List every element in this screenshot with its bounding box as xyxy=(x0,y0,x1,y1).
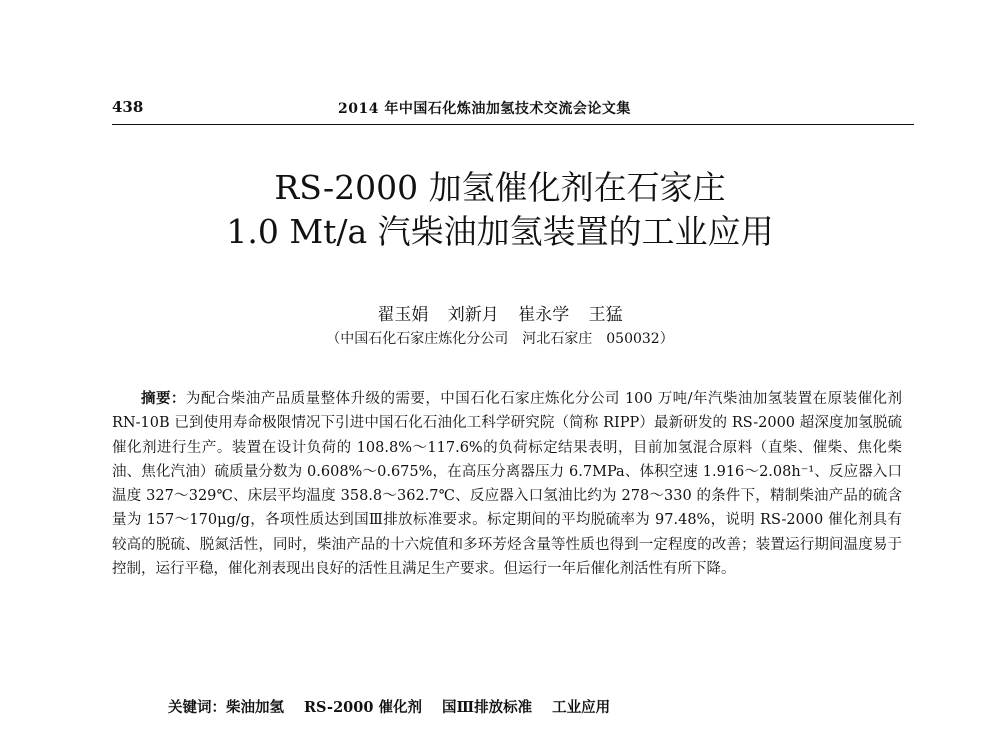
abstract-label: 摘要： xyxy=(141,390,186,407)
author-name: 刘新月 xyxy=(447,305,499,325)
keyword: RS-2000 催化剂 xyxy=(304,699,422,716)
author-name: 翟玉娟 xyxy=(377,305,429,325)
keyword: 柴油加氢 xyxy=(226,699,284,716)
paper-title-line-2: 1.0 Mt/a 汽柴油加氢装置的工业应用 xyxy=(226,212,774,251)
affiliation: （中国石化石家庄炼化分公司 河北石家庄 050032） xyxy=(326,331,674,347)
keyword: 国Ⅲ排放标准 xyxy=(441,699,533,716)
author-name: 王猛 xyxy=(588,305,623,325)
page-number: 438 xyxy=(112,98,144,116)
keywords-label: 关键词： xyxy=(168,699,226,716)
running-head: 2014 年中国石化炼油加氢技术交流会论文集 xyxy=(338,101,631,117)
author-name: 崔永学 xyxy=(518,305,570,325)
paper-title-line-1: RS-2000 加氢催化剂在石家庄 xyxy=(274,168,726,207)
keywords xyxy=(168,696,908,717)
authors xyxy=(0,300,1000,325)
abstract-text: 为配合柴油产品质量整体升级的需要，中国石化石家庄炼化分公司 100 万吨/年汽柴油加氢装置在原装催化剂 RN-10B 已到使用寿命极限情况下引进中国石化石油化工科学研究院（简称 RIPP）最新研发的 RS-2000 超深度加氢脱硫催化剂进行生产。装置在设计负荷的 108.8%～117.6%的负荷标定结果表明，目前加氢混合原料（直柴、催柴、焦化柴油、焦化汽油）硫质量分数为 0.608%～0.675%，在高压分离器压力 6.7MPa、体积空速 1.916～2.08h⁻¹、反应器入口温度 327～329℃、床层平均温度 358.8～362.7℃、反应器入口氢油比约为 278～330 的条件下，精制柴油产品的硫含量为 157～170μg/g，各项性质达到国Ⅲ排放标准要求。标定期间的平均脱硫率为 97.48%，说明 RS-2000 催化剂具有较高的脱硫、脱氮活性，同时，柴油产品的十六烷值和多环芳烃含量等性质也得到一定程度的改善；装置运行期间温度易于控制，运行平稳，催化剂表现出良好的活性且满足生产要求。但运行一年后催化剂活性有所下降。 xyxy=(112,391,903,578)
abstract xyxy=(112,387,902,581)
keyword: 工业应用 xyxy=(552,699,611,716)
header-rule xyxy=(112,124,914,125)
